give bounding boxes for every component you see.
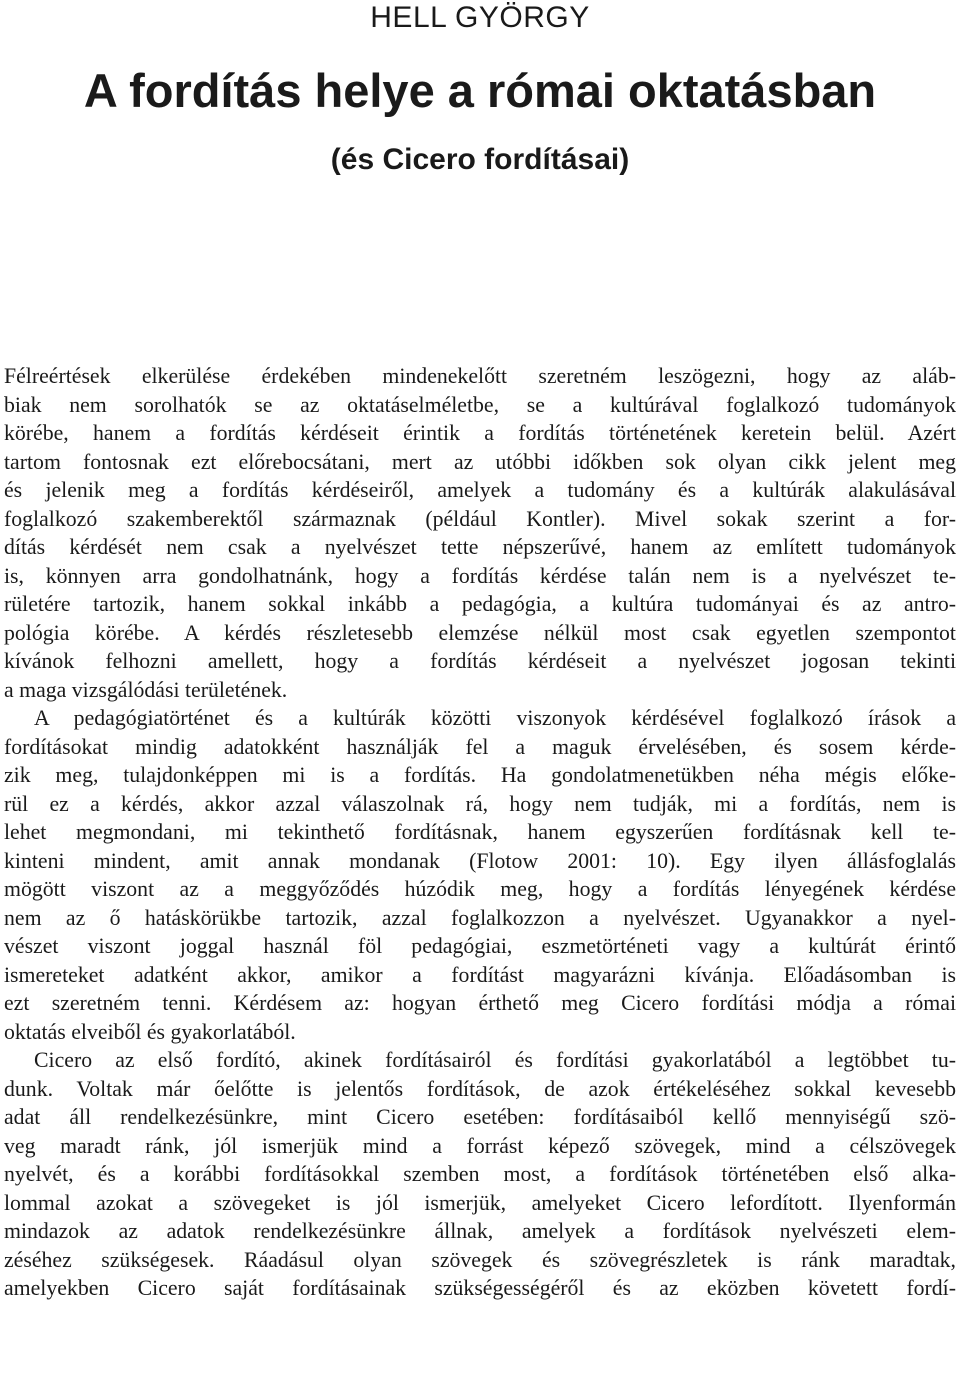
body-line: mögött viszont az a meggyőződés húzódik meg, hogy a fordítás lényegének kérdése (4, 877, 956, 901)
body-line: nem az ő hatáskörükbe tartozik, azzal foglalkozzon a nyelvészet. Ugyanakkor a nyel- (4, 905, 956, 930)
body-line: zéséhez szükségesek. Ráadásul olyan szövegek és szövegrészletek is ránk maradtak, (4, 1247, 956, 1272)
body-line: körébe, hanem a fordítás kérdéseit érintik a fordítás történetének keretein belül. Azért (4, 421, 956, 445)
body-line: amelyekben Cicero saját fordításainak szükségességéről és az eközben követett fordí- (4, 1276, 956, 1300)
body-line: oktatás elveiből és gyakorlatából. (4, 1019, 296, 1044)
body-line: Félreértések elkerülése érdekében mindenekelőtt szeretném leszögezni, hogy az aláb- (4, 364, 956, 388)
body-line: ismereteket adatként akkor, amikor a fordítást magyarázni kívánja. Előadásomban is (4, 962, 956, 987)
body-line: dunk. Voltak már őelőtte is jelentős fordítások, de azok értékeléséhez sokkal kevesebb (4, 1076, 956, 1101)
body-line: fordításokat mindig adatokként használják fel a maguk érvelésében, és sosem kérde- (4, 734, 956, 759)
body-line: dítás kérdését nem csak a nyelvészet tette népszerűvé, hanem az említett tudományok (4, 535, 956, 559)
article-subtitle: (és Cicero fordításai) (330, 143, 630, 176)
body-line: zik meg, tulajdonképpen mi is a fordítás. Ha gondolatmenetükben néha mégis előke- (4, 763, 956, 787)
body-line: a maga vizsgálódási területének. (4, 677, 288, 702)
body-line: mindazok az adatok rendelkezésünkre állnak, amelyek a fordítások nyelvészeti elem- (4, 1219, 956, 1243)
body-line: vészet viszont joggal használ föl pedagógiai, eszmetörténeti vagy a kultúrát érintő (4, 934, 956, 958)
article-body (4, 362, 956, 1303)
body-line: kívánok felhozni amellett, hogy a fordítás kérdéseit a nyelvészet jogosan tekinti (4, 649, 956, 673)
body-line: pológia körébe. A kérdés részletesebb elemzése nélkül most csak egyetlen szempontot (4, 620, 956, 645)
body-line: Cicero az első fordító, akinek fordításairól és fordítási gyakorlatából a legtöbbet tu- (34, 1048, 956, 1072)
body-line: adat áll rendelkezésünkre, mint Cicero esetében: fordításaiból kellő mennyiségű szö- (4, 1105, 956, 1129)
article-title: A fordítás helye a római oktatásban (83, 64, 877, 117)
body-line: is, könnyen arra gondolhatnánk, hogy a fordítás kérdése talán nem is a nyelvészet te- (4, 563, 956, 588)
body-line: lommal azokat a szövegeket is jól ismerjük, amelyeket Cicero lefordított. Ilyenformán (4, 1190, 956, 1215)
body-line: A pedagógiatörténet és a kultúrák közötti viszonyok kérdésével foglalkozó írások a (34, 706, 956, 730)
body-line: rületére tartozik, hanem sokkal inkább a pedagógia, a kultúra tudományai és az antro- (4, 592, 956, 616)
body-line: tartom fontosnak ezt előrebocsátani, mert az utóbbi időkben sok olyan cikk jelent meg (4, 449, 956, 474)
body-line: nyelvét, és a korábbi fordításokkal szemben most, a fordítások történetében első alka- (4, 1162, 956, 1186)
body-line: kinteni mindent, amit annak mondanak (Flotow 2001: 10). Egy ilyen állásfoglalás (4, 848, 956, 873)
body-line: és jelenik meg a fordítás kérdéseiről, amelyek a tudomány és a kultúrák alakulásával (4, 478, 956, 502)
body-line: ezt szeretném tenni. Kérdésem az: hogyan érthető meg Cicero fordítási módja a római (4, 991, 956, 1015)
body-line: veg maradt ránk, jól ismerjük mind a forrást képező szövegek, mind a célszövegek (4, 1133, 956, 1158)
body-line: lehet megmondani, mi tekinthető fordításnak, hanem egyszerűen fordításnak kell te- (4, 820, 956, 844)
body-line: biak nem sorolhatók se az oktatáselméletbe, se a kultúrával foglalkozó tudományok (4, 392, 956, 417)
author-name: HELL GYÖRGY (370, 1, 590, 34)
body-line: foglalkozó szakemberektől származnak (például Kontler). Mivel sokak szerint a for- (4, 506, 956, 531)
body-line: rül ez a kérdés, akkor azzal válaszolnak rá, hogy nem tudják, mi a fordítás, nem is (4, 791, 956, 816)
